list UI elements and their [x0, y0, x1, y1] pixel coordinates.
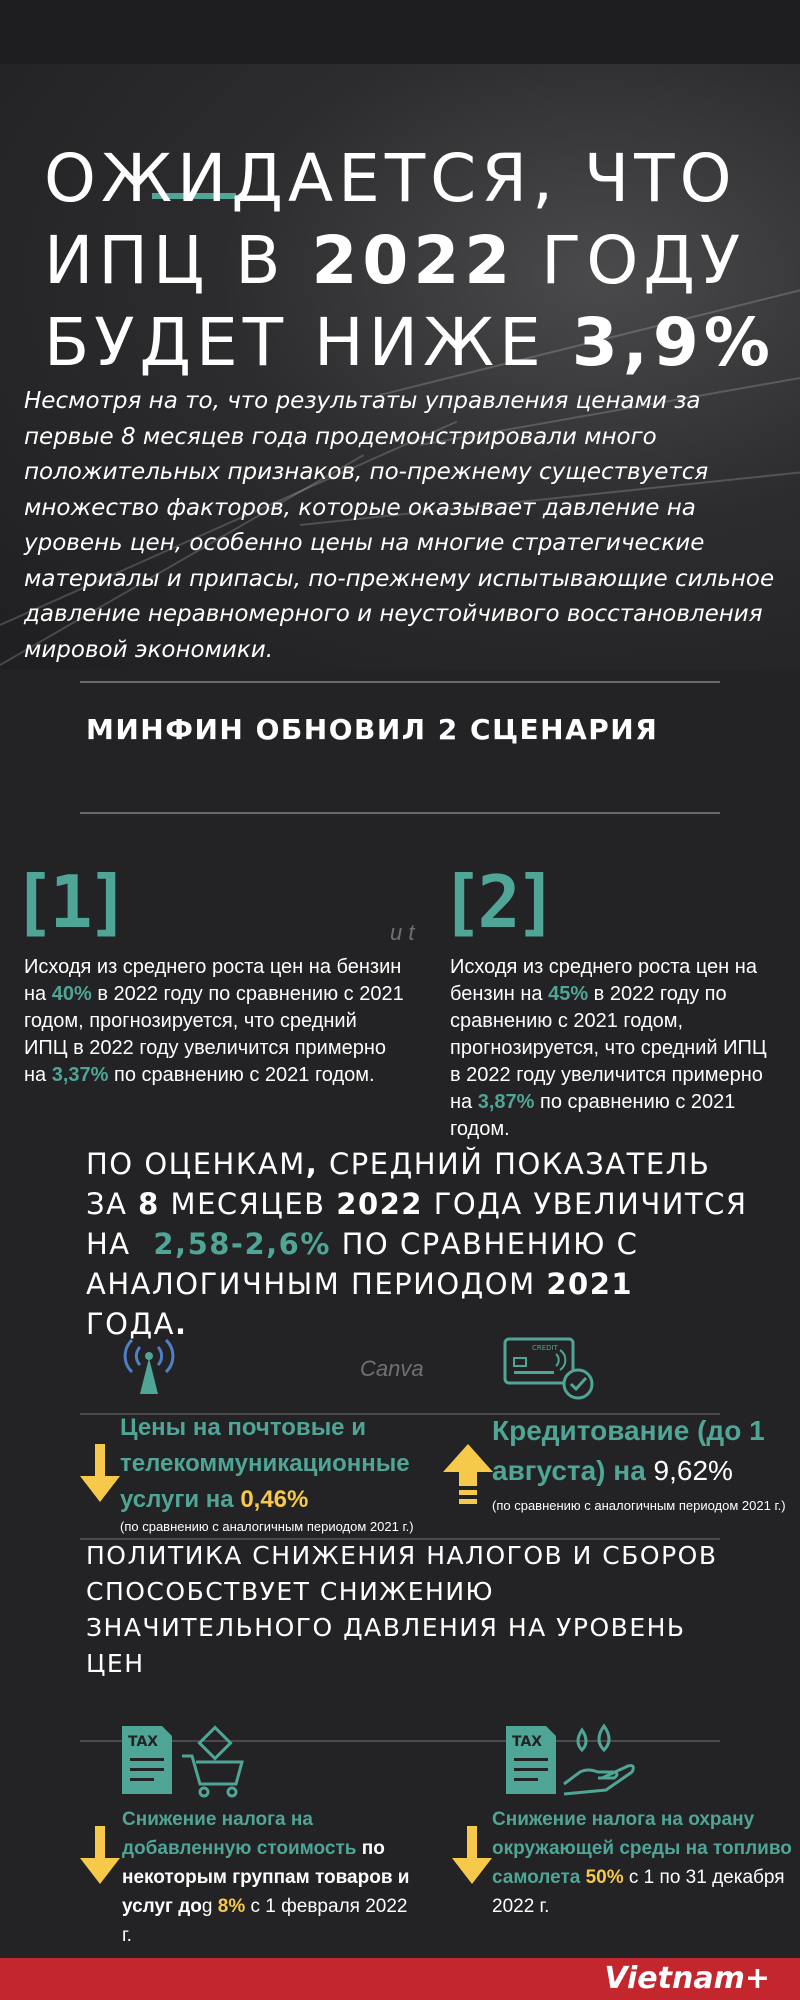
scenario-2-text: Исходя из среднего роста цен на бензин на 45% в 2022 году по сравнению с 2021 годом, прогнозируется, что средний ИПЦ в 2022 году увеличится примерно на 3,87% по сравнению с 2021 годом.	[450, 956, 767, 1140]
scenario-2-marker: [2]	[440, 860, 553, 944]
scenario-1-marker: [1]	[12, 860, 125, 944]
policy-heading: ПОЛИТИКА СНИЖЕНИЯ НАЛОГОВ И СБОРОВ СПОСОБСТВУЕТ СНИЖЕНИЮ ЗНАЧИТЕЛЬНОГО ДАВЛЕНИЯ НА УРОВЕНЬ ЦЕН	[86, 1541, 718, 1678]
credit-note: (по сравнению с аналогичным периодом 2021 г.)	[492, 1498, 786, 1513]
postal-telecom-stat: Цены на почтовые и телекоммуникационные услуги на 0,46%	[120, 1414, 410, 1513]
env-tax-reduction-text: Снижение налога на охрану окружающей среды на топливо самолета 50% с 1 по 31 декабря 2022 г.	[492, 1809, 792, 1917]
svg-text:TAX: TAX	[128, 1734, 159, 1750]
postal-telecom-note: (по сравнению с аналогичным периодом 2021 г.)	[120, 1519, 414, 1534]
arrow-down-icon	[80, 1444, 120, 1508]
tax-shopping-cart-icon	[118, 1722, 248, 1798]
top-band	[0, 0, 800, 64]
arrow-up-icon	[443, 1444, 493, 1508]
footer-bar	[0, 1958, 800, 2000]
arrow-down-icon	[80, 1826, 120, 1890]
scenario-1-text: Исходя из среднего роста цен на бензин на 40% в 2022 году по сравнению с 2021 годом, прогнозируется, что средний ИПЦ в 2022 году увеличится примерно на 3,37% по сравнению с 2021 годом.	[24, 956, 404, 1086]
vietnamplus-logo: Vietnam+	[604, 1961, 770, 1996]
scenarios-heading: МИНФИН ОБНОВИЛ 2 СЦЕНАРИЯ	[86, 713, 659, 746]
watermark-fragment: u t	[390, 920, 415, 945]
credit-card-icon	[502, 1336, 598, 1402]
divider	[80, 681, 720, 683]
watermark-canva: Canva	[360, 1356, 424, 1381]
arrow-down-icon	[452, 1826, 492, 1890]
credit-card-label: CREDIT	[532, 1344, 558, 1352]
divider	[80, 812, 720, 814]
page-title: ОЖИДАЕТСЯ, ЧТО ИПЦ В 2022 ГОДУ БУДЕТ НИЖЕ 3,9%	[44, 140, 775, 381]
estimate-heading: ПО ОЦЕНКАМ, СРЕДНИЙ ПОКАЗАТЕЛЬ ЗА 8 МЕСЯЦЕВ 2022 ГОДА УВЕЛИЧИТСЯ НА 2,58-2,6% ПО СРАВНЕНИЮ С АНАЛОГИЧНЫМ ПЕРИОДОМ 2021 ГОДА.	[86, 1147, 748, 1341]
svg-text:TAX: TAX	[512, 1734, 543, 1750]
intro-paragraph: Несмотря на то, что результаты управления ценами за первые 8 месяцев года продемонстрировали много положительных признаков, по-прежнему существуется множество факторов, которые оказывает давление на уровень цен, особенно цены на многие стратегические материалы и припасы, по-прежнему испытывающие сильное давление неравномерного и неустойчивого восстановления мировой экономики.	[24, 388, 775, 663]
credit-stat: Кредитование (до 1 августа) на 9,62%	[492, 1415, 765, 1486]
signal-tower-icon	[118, 1336, 180, 1396]
tax-environment-icon	[502, 1722, 652, 1798]
vat-reduction-text: Снижение налога на добавленную стоимость по некоторым группам товаров и услуг доg 8% с 1 февраля 2022 г.	[122, 1809, 410, 1946]
